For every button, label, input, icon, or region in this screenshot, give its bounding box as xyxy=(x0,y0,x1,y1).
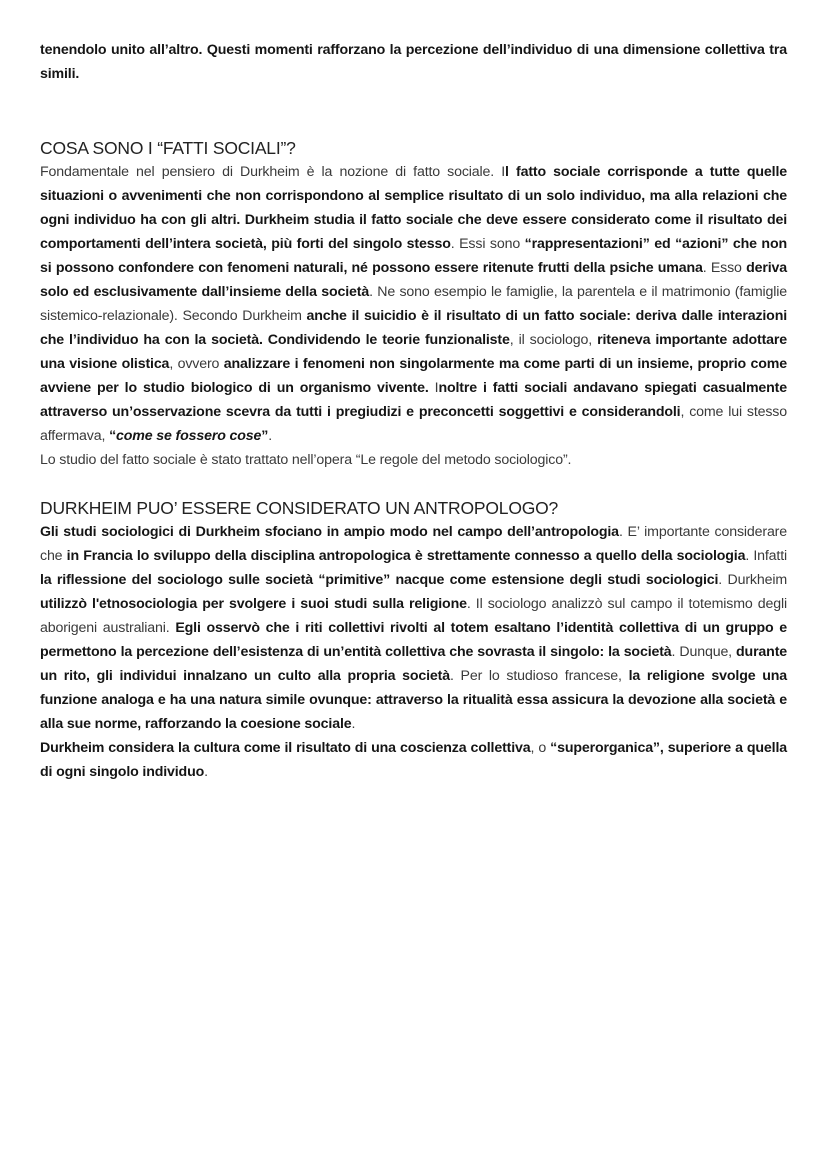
bold-text-segment: in Francia lo sviluppo della disciplina antropologica è strettamente connesso a quello della sociologia xyxy=(66,548,746,564)
text-segment: . xyxy=(268,428,273,444)
text-segment: , ovvero xyxy=(169,356,224,372)
text-segment: . Essi sono xyxy=(450,236,525,252)
section-heading-antropologo: DURKHEIM PUO’ ESSERE CONSIDERATO UN ANTROPOLOGO? xyxy=(40,498,559,518)
bold-text-segment: deriva solo ed esclusivamente dall’insieme della società xyxy=(40,260,787,300)
bold-text-segment: tenendolo unito all’altro. Questi momenti rafforzano la percezione dell’individuo di una dimensione collettiva tra simili. xyxy=(40,42,787,82)
intro-paragraph xyxy=(40,38,787,86)
text-segment: . Dunque, xyxy=(671,644,737,660)
text-segment: , il sociologo, xyxy=(509,332,598,348)
text-segment: . Ne sono esempio le famiglie, la parentela e il matrimonio (famiglie sistemico-relazionale). Secondo Durkheim xyxy=(40,284,788,324)
bold-text-segment: “ xyxy=(109,428,117,444)
bold-text-segment: Durkheim considera la cultura come il risultato di una coscienza collettiva xyxy=(40,740,531,756)
document-page xyxy=(40,38,787,784)
text-segment: . Per lo studioso francese, xyxy=(449,668,629,684)
bold-text-segment: “superorganica”, superiore a quella di ogni singolo individuo xyxy=(40,740,787,780)
bold-text-segment: la religione svolge una funzione analoga e ha una natura simile ovunque: attraverso la ritualità essa assicura la devozione alla società e alla sue norme, rafforzando la coesione sociale xyxy=(40,668,787,732)
bold-text-segment: Gli studi sociologici di Durkheim sfociano in ampio modo nel campo dell’antropologia xyxy=(40,524,619,540)
text-segment: , o xyxy=(530,740,551,756)
text-segment: , come lui stesso affermava, xyxy=(40,404,787,444)
text-segment: . E’ importante considerare che xyxy=(40,524,788,564)
text-segment: . Esso xyxy=(702,260,747,276)
text-segment: . Il sociologo analizzò sul campo il totemismo degli aborigeni australiani. xyxy=(40,596,787,636)
text-segment: Lo studio del fatto sociale è stato trattato nell’opera “Le regole del metodo sociologico”. xyxy=(40,452,572,468)
fatti-sociali-note xyxy=(40,448,787,472)
bold-text-segment: analizzare i fenomeni non singolarmente ma come parti di un insieme, proprio come avviene per lo studio biologico di un organismo vivente. xyxy=(40,356,788,396)
antropologo-conclusion xyxy=(40,736,787,784)
bold-text-segment: ” xyxy=(261,428,269,444)
bold-text-segment: anche il suicidio è il risultato di un fatto sociale: deriva dalle interazioni che l’individuo ha con la società. Condividendo le teorie funzionaliste xyxy=(40,308,788,348)
bold-text-segment: durante un rito, gli individui innalzano un culto alla propria società xyxy=(40,644,788,684)
bold-text-segment: utilizzò l'etnosociologia per svolgere i suoi studi sulla religione xyxy=(40,596,467,612)
bold-text-segment: noltre i fatti sociali andavano spiegati casualmente attraverso un’osservazione scevra da tutti i pregiudizi e preconcetti soggettivi e considerandoli xyxy=(40,380,788,420)
text-segment: . xyxy=(351,716,356,732)
bold-text-segment: “rappresentazioni” ed “azioni” che non si possono confondere con fenomeni naturali, né possono essere ritenute frutti della psiche umana xyxy=(40,236,787,276)
text-segment: . Infatti xyxy=(745,548,788,564)
bold-text-segment: la riflessione del sociologo sulle società “primitive” nacque come estensione degli studi sociologici xyxy=(40,572,719,588)
text-segment: . Durkheim xyxy=(718,572,787,588)
antropologo-paragraph xyxy=(40,520,787,736)
text-segment: Fondamentale nel pensiero di Durkheim è la nozione di fatto sociale. I xyxy=(40,164,506,180)
text-segment: I xyxy=(434,380,439,396)
bold-text-segment: Egli osservò che i riti collettivi rivolti al totem esaltano l’identità collettiva di un gruppo e permettono la percezione dell’esistenza di un’entità collettiva che sovrasta il singolo: la società xyxy=(40,620,787,660)
bold-text-segment: come se fossero cose xyxy=(116,428,262,444)
section-heading-fatti-sociali: COSA SONO I “FATTI SOCIALI”? xyxy=(40,138,296,158)
text-segment: . xyxy=(204,764,208,780)
fatti-sociali-paragraph xyxy=(40,160,787,448)
bold-text-segment: riteneva importante adottare una visione olistica xyxy=(40,332,787,372)
bold-text-segment: l fatto sociale corrisponde a tutte quelle situazioni o avvenimenti che non corrispondono al semplice risultato di un solo individuo, ma alla relazioni che ogni individuo ha con gli altri. Durkheim studia il fatto sociale che deve essere considerato come il risultato dei comportamenti dell’intera società, più forti del singolo stesso xyxy=(40,164,787,252)
